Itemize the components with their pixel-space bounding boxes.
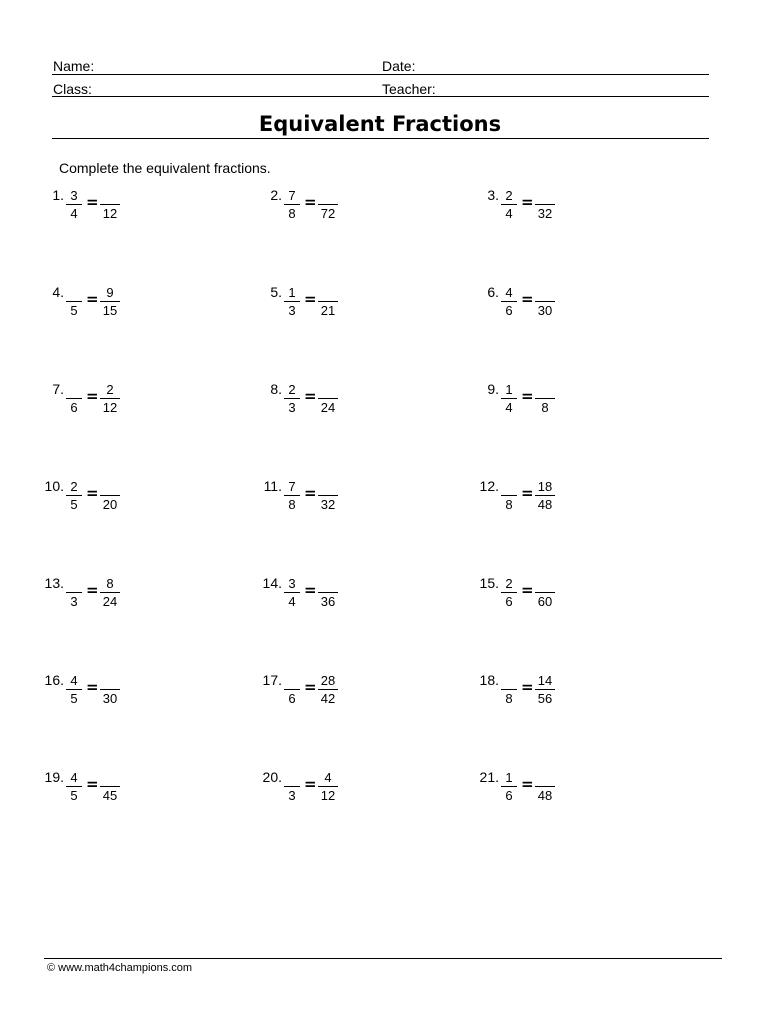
- fraction-bar: [100, 398, 120, 399]
- fraction-bar: [66, 398, 82, 399]
- fraction-bar: [535, 786, 555, 787]
- left-denominator: 8: [505, 691, 513, 706]
- left-denominator: 8: [505, 497, 513, 512]
- fraction-bar: [100, 592, 120, 593]
- right-denominator: 20: [102, 497, 118, 512]
- left-denominator: 6: [288, 691, 296, 706]
- equals-sign: =: [521, 678, 534, 696]
- fraction-bar: [284, 786, 300, 787]
- fraction-bar: [100, 786, 120, 787]
- equals-sign: =: [521, 484, 534, 502]
- left-denominator: 6: [70, 400, 78, 415]
- left-numerator: 4: [70, 770, 78, 785]
- equals-sign: =: [521, 775, 534, 793]
- problem: [36, 575, 216, 625]
- fraction-bar: [284, 398, 300, 399]
- teacher-label: Teacher:: [382, 81, 436, 97]
- right-numerator: [318, 382, 338, 397]
- right-fraction: [535, 672, 555, 708]
- right-numerator: [318, 479, 338, 494]
- fraction-bar: [535, 204, 555, 205]
- right-fraction: [535, 478, 555, 514]
- fraction-bar: [501, 689, 517, 690]
- equals-sign: =: [521, 290, 534, 308]
- problem-number: 17.: [262, 672, 282, 688]
- equals-sign: =: [521, 387, 534, 405]
- right-numerator: [100, 188, 120, 203]
- footer-divider: [44, 958, 722, 959]
- right-fraction: [318, 187, 338, 223]
- right-fraction: [535, 284, 555, 320]
- right-fraction: [318, 672, 338, 708]
- left-denominator: 4: [70, 206, 78, 221]
- left-fraction: [64, 478, 84, 514]
- left-denominator: 4: [288, 594, 296, 609]
- right-numerator: [535, 188, 555, 203]
- fraction-bar: [535, 592, 555, 593]
- problem: [254, 187, 434, 237]
- problem-number: 4.: [52, 284, 64, 300]
- right-denominator: 56: [537, 691, 553, 706]
- problem-number: 9.: [487, 381, 499, 397]
- left-numerator: 3: [288, 576, 296, 591]
- left-fraction: [499, 187, 519, 223]
- left-numerator: 2: [70, 479, 78, 494]
- left-fraction: [64, 575, 84, 611]
- left-fraction: [499, 769, 519, 805]
- problem-number: 6.: [487, 284, 499, 300]
- fraction-bar: [501, 204, 517, 205]
- right-fraction: [100, 478, 120, 514]
- right-numerator: [100, 673, 120, 688]
- left-fraction: [64, 187, 84, 223]
- right-denominator: 42: [320, 691, 336, 706]
- left-numerator: [282, 770, 302, 785]
- equals-sign: =: [304, 775, 317, 793]
- fraction-bar: [66, 592, 82, 593]
- equals-sign: =: [304, 290, 317, 308]
- left-numerator: 1: [288, 285, 296, 300]
- equals-sign: =: [86, 387, 99, 405]
- fraction-bar: [535, 689, 555, 690]
- problem: [254, 769, 434, 819]
- right-numerator: 8: [106, 576, 114, 591]
- left-denominator: 6: [505, 303, 513, 318]
- right-fraction: [318, 284, 338, 320]
- fraction-bar: [318, 689, 338, 690]
- right-fraction: [535, 381, 555, 417]
- right-denominator: 21: [320, 303, 336, 318]
- problem-number: 18.: [479, 672, 499, 688]
- left-fraction: [499, 478, 519, 514]
- right-numerator: [535, 576, 555, 591]
- right-numerator: 18: [537, 479, 553, 494]
- fraction-bar: [318, 204, 338, 205]
- right-numerator: [318, 285, 338, 300]
- fraction-bar: [66, 495, 82, 496]
- right-numerator: [318, 576, 338, 591]
- right-fraction: [535, 187, 555, 223]
- left-denominator: 8: [288, 497, 296, 512]
- fraction-bar: [318, 592, 338, 593]
- name-label: Name:: [53, 58, 95, 74]
- left-numerator: 2: [505, 576, 513, 591]
- left-numerator: [64, 382, 84, 397]
- left-fraction: [499, 575, 519, 611]
- fraction-bar: [100, 301, 120, 302]
- right-numerator: [100, 479, 120, 494]
- fraction-bar: [284, 689, 300, 690]
- left-numerator: [499, 673, 519, 688]
- right-denominator: 32: [537, 206, 553, 221]
- equals-sign: =: [304, 484, 317, 502]
- left-fraction: [282, 381, 302, 417]
- worksheet-title: Equivalent Fractions: [258, 112, 502, 136]
- problem: [471, 478, 651, 528]
- problem: [254, 478, 434, 528]
- right-fraction: [318, 769, 338, 805]
- problem-number: 1.: [52, 187, 64, 203]
- fraction-bar: [501, 495, 517, 496]
- fraction-bar: [501, 592, 517, 593]
- equals-sign: =: [86, 678, 99, 696]
- right-denominator: 30: [537, 303, 553, 318]
- left-fraction: [64, 381, 84, 417]
- left-denominator: 3: [288, 788, 296, 803]
- equals-sign: =: [304, 678, 317, 696]
- right-denominator: 36: [320, 594, 336, 609]
- problem-number: 20.: [262, 769, 282, 785]
- problem-number: 7.: [52, 381, 64, 397]
- problem-number: 19.: [44, 769, 64, 785]
- problem-number: 13.: [44, 575, 64, 591]
- left-numerator: 1: [505, 770, 513, 785]
- right-numerator: [100, 770, 120, 785]
- footer-copyright: © www.math4champions.com: [47, 962, 193, 974]
- right-fraction: [100, 187, 120, 223]
- left-fraction: [64, 769, 84, 805]
- left-numerator: 7: [288, 188, 296, 203]
- fraction-bar: [66, 786, 82, 787]
- right-fraction: [535, 575, 555, 611]
- left-denominator: 3: [288, 303, 296, 318]
- right-denominator: 48: [537, 497, 553, 512]
- fraction-bar: [535, 398, 555, 399]
- problem: [471, 284, 651, 334]
- equals-sign: =: [521, 581, 534, 599]
- left-numerator: [64, 285, 84, 300]
- left-denominator: 5: [70, 303, 78, 318]
- problem-number: 16.: [44, 672, 64, 688]
- fraction-bar: [318, 398, 338, 399]
- left-numerator: 1: [505, 382, 513, 397]
- left-fraction: [282, 575, 302, 611]
- right-fraction: [100, 284, 120, 320]
- fraction-bar: [284, 204, 300, 205]
- equals-sign: =: [86, 581, 99, 599]
- problem-number: 5.: [270, 284, 282, 300]
- right-denominator: 12: [102, 206, 118, 221]
- date-label: Date:: [382, 58, 416, 74]
- fraction-bar: [318, 786, 338, 787]
- fraction-bar: [535, 301, 555, 302]
- right-numerator: [318, 188, 338, 203]
- equals-sign: =: [304, 387, 317, 405]
- problem: [471, 769, 651, 819]
- left-numerator: 4: [70, 673, 78, 688]
- problem: [36, 284, 216, 334]
- left-numerator: [499, 479, 519, 494]
- problem-number: 12.: [479, 478, 499, 494]
- right-denominator: 30: [102, 691, 118, 706]
- equals-sign: =: [86, 290, 99, 308]
- left-numerator: 4: [505, 285, 513, 300]
- left-fraction: [282, 769, 302, 805]
- fraction-bar: [100, 204, 120, 205]
- right-denominator: 8: [541, 400, 549, 415]
- equals-sign: =: [86, 484, 99, 502]
- fraction-bar: [284, 592, 300, 593]
- left-fraction: [282, 672, 302, 708]
- fraction-bar: [66, 301, 82, 302]
- right-fraction: [100, 575, 120, 611]
- left-denominator: 3: [70, 594, 78, 609]
- fraction-bar: [66, 204, 82, 205]
- problem: [471, 381, 651, 431]
- header-divider-top: [52, 74, 709, 75]
- left-fraction: [64, 284, 84, 320]
- left-numerator: 2: [505, 188, 513, 203]
- right-numerator: 14: [537, 673, 553, 688]
- right-denominator: 24: [320, 400, 336, 415]
- equals-sign: =: [86, 775, 99, 793]
- fraction-bar: [318, 495, 338, 496]
- problem-number: 14.: [262, 575, 282, 591]
- problem: [471, 187, 651, 237]
- right-denominator: 32: [320, 497, 336, 512]
- problem-number: 10.: [44, 478, 64, 494]
- fraction-bar: [284, 301, 300, 302]
- left-denominator: 5: [70, 788, 78, 803]
- right-numerator: 9: [106, 285, 114, 300]
- problem: [36, 769, 216, 819]
- left-fraction: [499, 381, 519, 417]
- problem: [36, 381, 216, 431]
- left-numerator: [64, 576, 84, 591]
- left-fraction: [282, 187, 302, 223]
- right-numerator: 2: [106, 382, 114, 397]
- fraction-bar: [501, 301, 517, 302]
- problem-number: 21.: [479, 769, 499, 785]
- right-denominator: 15: [102, 303, 118, 318]
- left-numerator: 7: [288, 479, 296, 494]
- fraction-bar: [100, 689, 120, 690]
- problem: [471, 672, 651, 722]
- right-numerator: 28: [320, 673, 336, 688]
- right-denominator: 48: [537, 788, 553, 803]
- right-numerator: [535, 382, 555, 397]
- left-numerator: 3: [70, 188, 78, 203]
- problem-number: 3.: [487, 187, 499, 203]
- right-denominator: 24: [102, 594, 118, 609]
- fraction-bar: [66, 689, 82, 690]
- problem-number: 8.: [270, 381, 282, 397]
- right-fraction: [318, 575, 338, 611]
- fraction-bar: [501, 398, 517, 399]
- problem: [471, 575, 651, 625]
- left-denominator: 4: [505, 400, 513, 415]
- problem: [254, 575, 434, 625]
- right-denominator: 72: [320, 206, 336, 221]
- fraction-bar: [318, 301, 338, 302]
- right-fraction: [535, 769, 555, 805]
- equals-sign: =: [86, 193, 99, 211]
- left-numerator: [282, 673, 302, 688]
- left-fraction: [499, 672, 519, 708]
- left-denominator: 8: [288, 206, 296, 221]
- right-fraction: [318, 478, 338, 514]
- equals-sign: =: [521, 193, 534, 211]
- right-fraction: [318, 381, 338, 417]
- fraction-bar: [535, 495, 555, 496]
- equals-sign: =: [304, 193, 317, 211]
- problem-number: 15.: [479, 575, 499, 591]
- problem: [254, 672, 434, 722]
- left-fraction: [499, 284, 519, 320]
- right-numerator: [535, 770, 555, 785]
- left-denominator: 6: [505, 788, 513, 803]
- problem: [254, 284, 434, 334]
- header-divider-bottom: [52, 96, 709, 97]
- class-label: Class:: [53, 81, 92, 97]
- left-denominator: 6: [505, 594, 513, 609]
- problem: [36, 187, 216, 237]
- right-denominator: 60: [537, 594, 553, 609]
- problem: [36, 672, 216, 722]
- left-denominator: 5: [70, 691, 78, 706]
- right-fraction: [100, 381, 120, 417]
- right-denominator: 12: [102, 400, 118, 415]
- problem: [36, 478, 216, 528]
- left-fraction: [282, 478, 302, 514]
- problem: [254, 381, 434, 431]
- left-numerator: 2: [288, 382, 296, 397]
- right-denominator: 12: [320, 788, 336, 803]
- fraction-bar: [284, 495, 300, 496]
- left-denominator: 3: [288, 400, 296, 415]
- right-fraction: [100, 769, 120, 805]
- problem-number: 11.: [263, 478, 282, 494]
- right-numerator: 4: [324, 770, 332, 785]
- left-fraction: [282, 284, 302, 320]
- left-fraction: [64, 672, 84, 708]
- instructions: Complete the equivalent fractions.: [59, 160, 271, 176]
- right-fraction: [100, 672, 120, 708]
- fraction-bar: [100, 495, 120, 496]
- right-numerator: [535, 285, 555, 300]
- fraction-bar: [501, 786, 517, 787]
- problem-number: 2.: [270, 187, 282, 203]
- left-denominator: 5: [70, 497, 78, 512]
- title-divider: [52, 138, 709, 139]
- equals-sign: =: [304, 581, 317, 599]
- right-denominator: 45: [102, 788, 118, 803]
- left-denominator: 4: [505, 206, 513, 221]
